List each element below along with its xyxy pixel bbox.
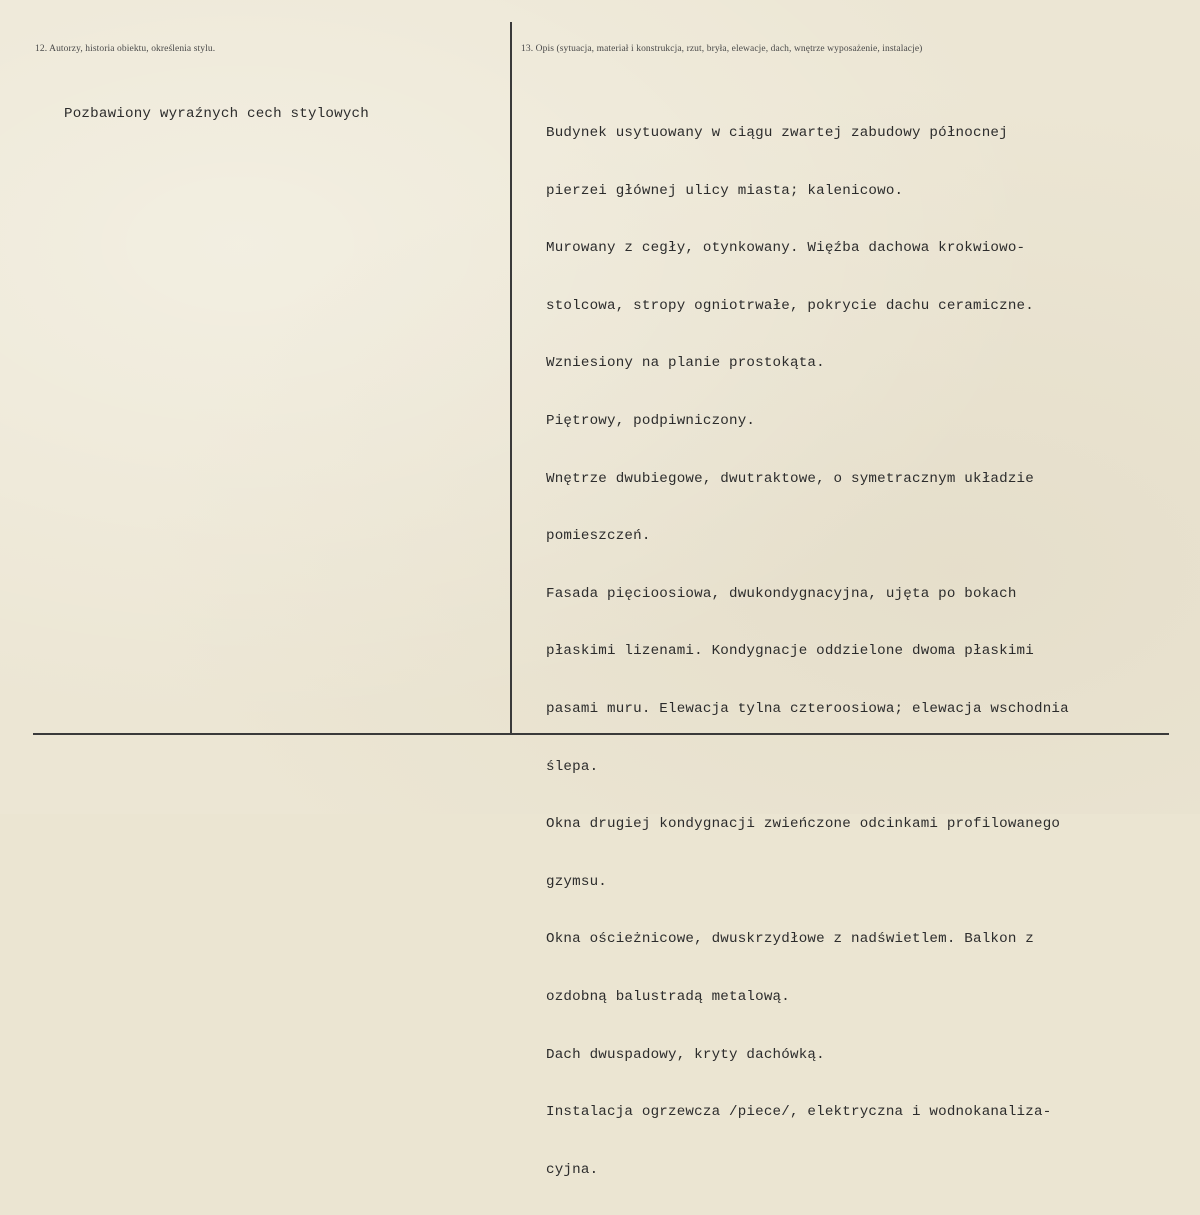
description-line: cyjna. — [546, 1161, 599, 1178]
description-line: Instalacja ogrzewcza /piece/, elektryczna i wodnokanaliza- — [546, 1104, 1052, 1121]
description-line: Wzniesiony na planie prostokąta. — [546, 355, 825, 372]
description-line: Wnętrze dwubiegowe, dwutraktowe, o symetracznym układzie — [546, 470, 1034, 487]
description-field-value — [546, 89, 1069, 1215]
column-divider — [510, 22, 512, 734]
description-line: Okna drugiej kondygnacji zwieńczone odcinkami profilowanego — [546, 816, 1061, 833]
description-line: Murowany z cegły, otynkowany. Więźba dachowa krokwiowo- — [546, 240, 1026, 257]
description-line: Piętrowy, podpiwniczony. — [546, 412, 756, 429]
description-line: gzymsu. — [546, 873, 607, 890]
description-line: stolcowa, stropy ogniotrwałe, pokrycie dachu ceramiczne. — [546, 297, 1034, 314]
description-line: Dach dwuspadowy, kryty dachówką. — [546, 1046, 825, 1063]
description-field-header: 13. Opis (sytuacja, materiał i konstrukcja, rzut, bryła, elewacje, dach, wnętrze wyposażenie, instalacje) — [521, 44, 923, 54]
description-line: pomieszczeń. — [546, 528, 651, 545]
description-line: pierzei głównej ulicy miasta; kalenicowo. — [546, 182, 904, 199]
description-line: ozdobną balustradą metalową. — [546, 988, 790, 1005]
authors-field-header: 12. Autorzy, historia obiektu, określenia stylu. — [35, 44, 216, 54]
description-line: Okna ościeżnicowe, dwuskrzydłowe z nadświetlem. Balkon z — [546, 931, 1034, 948]
description-line: płaskimi lizenami. Kondygnacje oddzielone dwoma płaskimi — [546, 643, 1034, 660]
description-line: Budynek usytuowany w ciągu zwartej zabudowy północnej — [546, 125, 1008, 141]
description-line: Fasada pięcioosiowa, dwukondygnacyjna, ujęta po bokach — [546, 585, 1017, 602]
authors-field-value: Pozbawiony wyraźnych cech stylowych — [64, 106, 369, 122]
description-line: pasami muru. Elewacja tylna czteroosiowa; elewacja wschodnia — [546, 700, 1069, 717]
description-line: ślepa. — [546, 758, 599, 775]
